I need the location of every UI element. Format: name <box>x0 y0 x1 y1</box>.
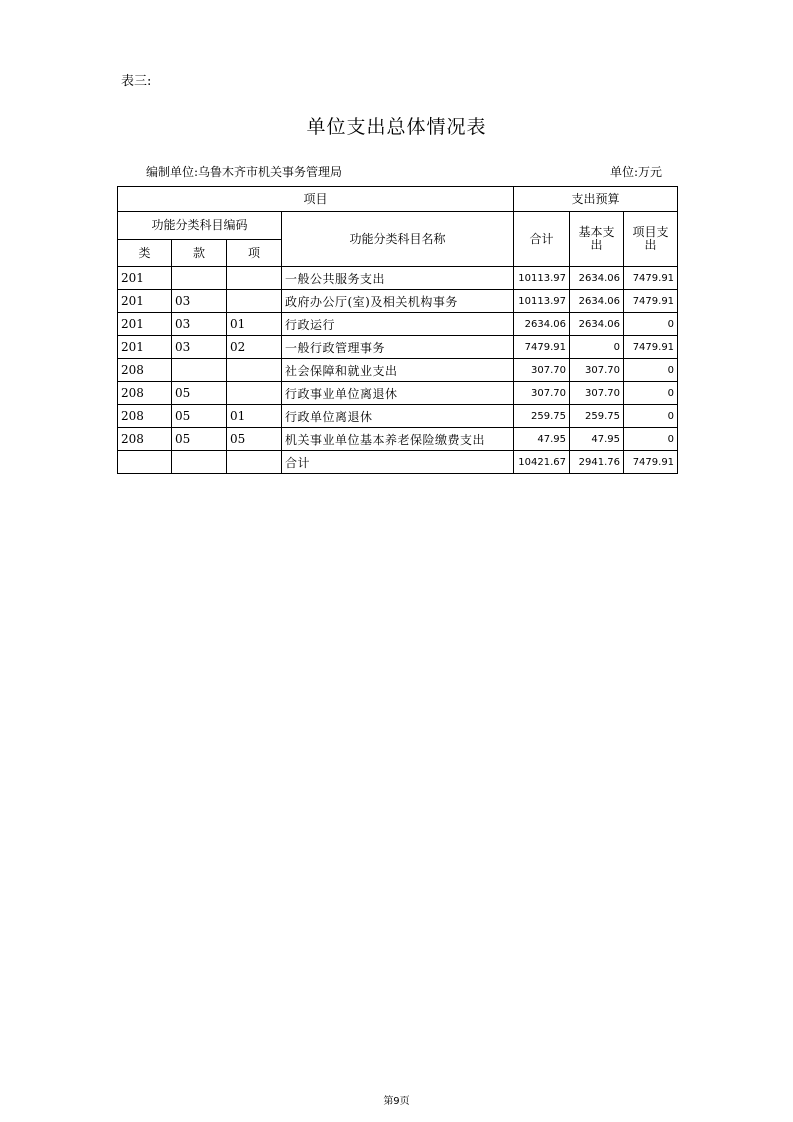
cell-section: 03 <box>172 336 227 359</box>
cell-total: 10421.67 <box>514 451 570 474</box>
cell-basic: 259.75 <box>570 405 624 428</box>
cell-project: 0 <box>624 405 678 428</box>
table-row <box>118 382 678 405</box>
cell-category: 208 <box>118 405 172 428</box>
table-row <box>118 451 678 474</box>
cell-section <box>172 451 227 474</box>
cell-category: 208 <box>118 428 172 451</box>
cell-item <box>227 290 282 313</box>
header-budget: 支出预算 <box>514 187 678 212</box>
cell-category <box>118 451 172 474</box>
currency-unit-label: 单位:万元 <box>610 165 663 179</box>
page-title: 单位支出总体情况表 <box>306 116 487 138</box>
table-row <box>118 428 678 451</box>
cell-project: 0 <box>624 428 678 451</box>
cell-subject-name: 合计 <box>282 451 514 474</box>
cell-project: 7479.91 <box>624 267 678 290</box>
header-basic: 基本支出 <box>570 212 624 267</box>
table-row <box>118 359 678 382</box>
cell-subject-name: 行政运行 <box>282 313 514 336</box>
cell-section: 05 <box>172 428 227 451</box>
table-row <box>118 267 678 290</box>
cell-total: 10113.97 <box>514 267 570 290</box>
cell-basic: 2634.06 <box>570 313 624 336</box>
compiling-unit-label: 编制单位:乌鲁木齐市机关事务管理局 <box>146 165 343 179</box>
cell-basic: 0 <box>570 336 624 359</box>
cell-category: 201 <box>118 313 172 336</box>
cell-total: 259.75 <box>514 405 570 428</box>
cell-subject-name: 行政单位离退休 <box>282 405 514 428</box>
cell-section: 05 <box>172 405 227 428</box>
cell-total: 47.95 <box>514 428 570 451</box>
table-row <box>118 313 678 336</box>
cell-category: 208 <box>118 382 172 405</box>
table-row <box>118 405 678 428</box>
header-section: 款 <box>172 240 227 267</box>
cell-basic: 2634.06 <box>570 290 624 313</box>
cell-subject-name: 政府办公厅(室)及相关机构事务 <box>282 290 514 313</box>
header-category: 类 <box>118 240 172 267</box>
cell-subject-name: 一般行政管理事务 <box>282 336 514 359</box>
header-total: 合计 <box>514 212 570 267</box>
cell-item: 02 <box>227 336 282 359</box>
table-row <box>118 336 678 359</box>
cell-project: 7479.91 <box>624 451 678 474</box>
cell-project: 0 <box>624 359 678 382</box>
cell-category: 201 <box>118 336 172 359</box>
cell-subject-name: 一般公共服务支出 <box>282 267 514 290</box>
cell-item <box>227 267 282 290</box>
cell-total: 307.70 <box>514 359 570 382</box>
cell-total: 307.70 <box>514 382 570 405</box>
expenditure-table <box>117 186 678 474</box>
page-label: 表三: <box>121 74 152 89</box>
cell-subject-name: 机关事业单位基本养老保险缴费支出 <box>282 428 514 451</box>
cell-project: 0 <box>624 382 678 405</box>
cell-subject-name: 社会保障和就业支出 <box>282 359 514 382</box>
header-project-exp: 项目支出 <box>624 212 678 267</box>
cell-project: 7479.91 <box>624 290 678 313</box>
cell-basic: 47.95 <box>570 428 624 451</box>
cell-total: 7479.91 <box>514 336 570 359</box>
cell-total: 10113.97 <box>514 290 570 313</box>
header-item: 项 <box>227 240 282 267</box>
cell-item: 05 <box>227 428 282 451</box>
cell-basic: 307.70 <box>570 382 624 405</box>
cell-section <box>172 267 227 290</box>
cell-category: 208 <box>118 359 172 382</box>
cell-section: 05 <box>172 382 227 405</box>
cell-section: 03 <box>172 290 227 313</box>
page-number: 第9页 <box>383 1096 410 1107</box>
cell-section: 03 <box>172 313 227 336</box>
cell-item <box>227 359 282 382</box>
cell-item: 01 <box>227 313 282 336</box>
cell-total: 2634.06 <box>514 313 570 336</box>
cell-item: 01 <box>227 405 282 428</box>
cell-basic: 307.70 <box>570 359 624 382</box>
cell-subject-name: 行政事业单位离退休 <box>282 382 514 405</box>
table-row <box>118 290 678 313</box>
header-subject-name: 功能分类科目名称 <box>282 212 514 267</box>
cell-project: 7479.91 <box>624 336 678 359</box>
cell-category: 201 <box>118 290 172 313</box>
cell-category: 201 <box>118 267 172 290</box>
header-code-group: 功能分类科目编码 <box>118 212 282 240</box>
cell-item <box>227 451 282 474</box>
cell-basic: 2634.06 <box>570 267 624 290</box>
cell-basic: 2941.76 <box>570 451 624 474</box>
cell-project: 0 <box>624 313 678 336</box>
cell-section <box>172 359 227 382</box>
header-project: 项目 <box>118 187 514 212</box>
cell-item <box>227 382 282 405</box>
